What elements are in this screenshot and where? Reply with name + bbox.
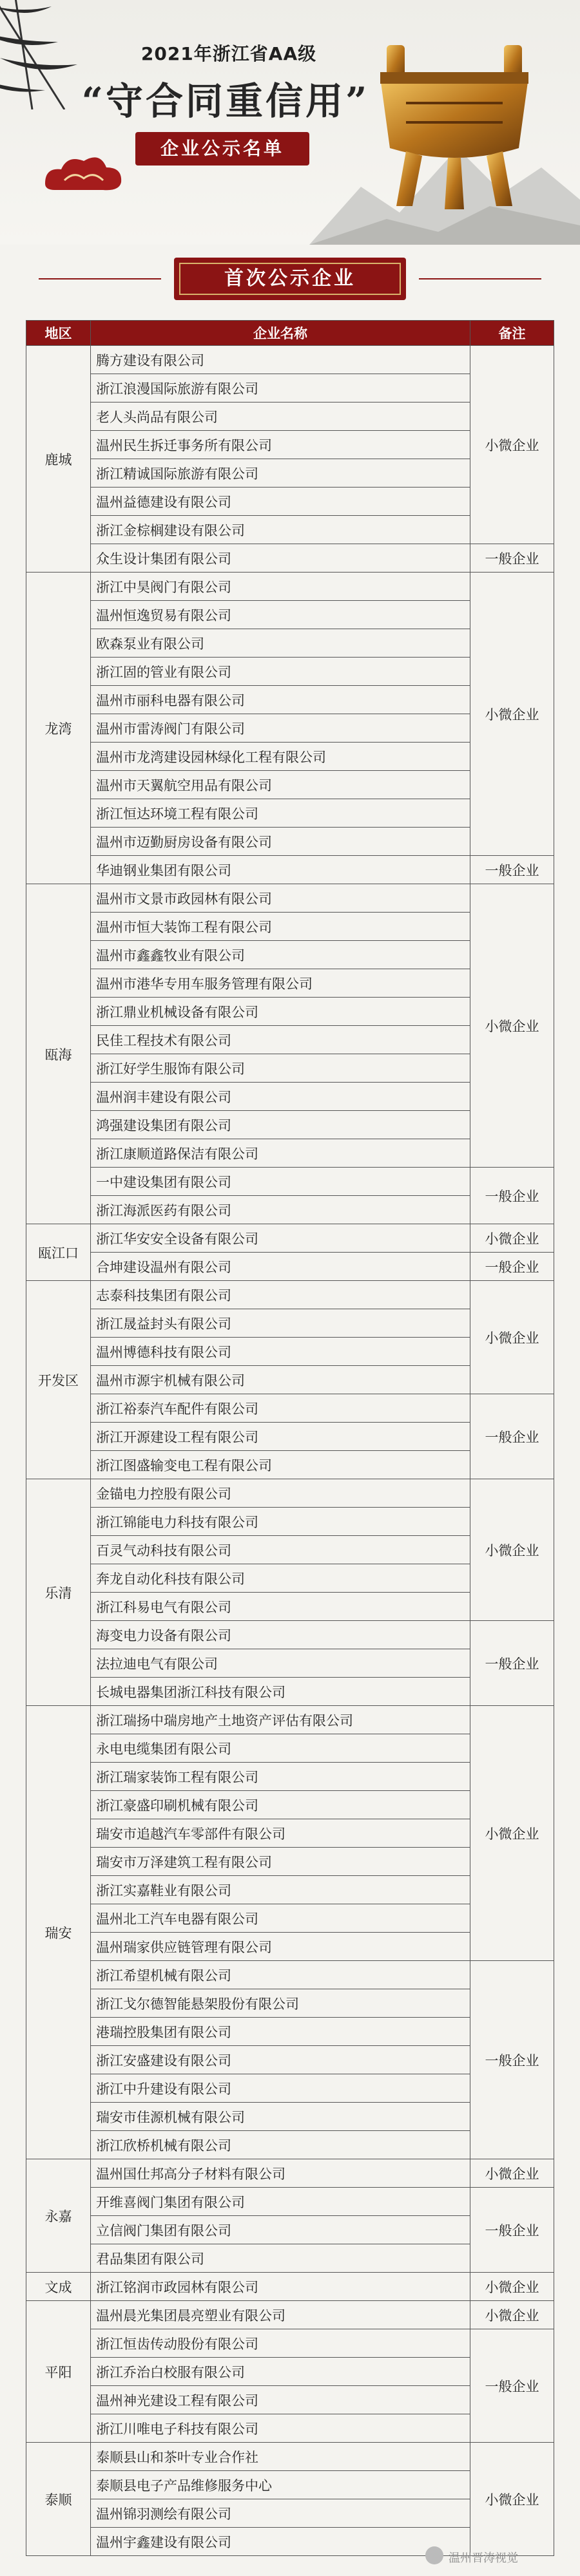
note-cell: 小微企业 <box>470 2443 554 2556</box>
region-cell: 鹿城 <box>26 346 91 573</box>
company-name-cell: 浙江海派医药有限公司 <box>91 1196 470 1224</box>
wechat-channel-icon <box>425 2546 443 2564</box>
auspicious-cloud-icon <box>39 151 129 196</box>
table-row <box>26 2443 554 2471</box>
company-name-cell: 百灵气动科技有限公司 <box>91 1536 470 1564</box>
note-cell: 小微企业 <box>470 1706 554 1961</box>
company-name-cell: 瑞安市佳源机械有限公司 <box>91 2103 470 2131</box>
table-row <box>26 346 554 374</box>
region-cell: 永嘉 <box>26 2159 91 2273</box>
note-cell: 小微企业 <box>470 1479 554 1621</box>
region-cell: 瑞安 <box>26 1706 91 2159</box>
company-name-cell: 浙江欣桥机械有限公司 <box>91 2131 470 2159</box>
company-name-cell: 立信阀门集团有限公司 <box>91 2216 470 2244</box>
company-name-cell: 浙江瑞家装饰工程有限公司 <box>91 1763 470 1791</box>
note-cell: 一般企业 <box>470 856 554 884</box>
company-name-cell: 温州市天翼航空用品有限公司 <box>91 771 470 799</box>
table-header-row <box>26 321 554 346</box>
note-cell: 一般企业 <box>470 1168 554 1224</box>
table-row <box>26 1621 554 1649</box>
company-name-cell: 温州市丽科电器有限公司 <box>91 686 470 714</box>
company-name-cell: 开维喜阀门集团有限公司 <box>91 2188 470 2216</box>
company-name-cell: 温州神光建设工程有限公司 <box>91 2386 470 2414</box>
year-title: 2021年浙江省AA级 <box>140 43 317 64</box>
company-name-cell: 浙江恒齿传动股份有限公司 <box>91 2329 470 2358</box>
main-title: “守合同重信用” <box>81 79 370 123</box>
company-name-cell: 浙江康顺道路保洁有限公司 <box>91 1139 470 1168</box>
company-name-cell: 浙江固的管业有限公司 <box>91 658 470 686</box>
page-header <box>0 0 580 245</box>
company-name-cell: 温州益德建设有限公司 <box>91 488 470 516</box>
header-region: 地区 <box>26 321 91 346</box>
company-name-cell: 鸿强建设集团有限公司 <box>91 1111 470 1139</box>
company-name-cell: 港瑞控股集团有限公司 <box>91 2018 470 2046</box>
section-banner <box>174 258 406 300</box>
company-name-cell: 浙江开源建设工程有限公司 <box>91 1423 470 1451</box>
company-name-cell: 温州国仕邦高分子材料有限公司 <box>91 2159 470 2188</box>
company-name-cell: 温州晨光集团晨亮塑业有限公司 <box>91 2301 470 2329</box>
company-name-cell: 浙江图盛输变电工程有限公司 <box>91 1451 470 1479</box>
company-name-cell: 泰顺县电子产品维修服务中心 <box>91 2471 470 2499</box>
table-row <box>26 2273 554 2301</box>
note-cell: 小微企业 <box>470 346 554 544</box>
company-name-cell: 浙江好学生服饰有限公司 <box>91 1054 470 1083</box>
region-cell: 瓯江口 <box>26 1224 91 1281</box>
region-cell: 龙湾 <box>26 573 91 884</box>
company-name-cell: 瑞安市追越汽车零部件有限公司 <box>91 1819 470 1848</box>
company-name-cell: 浙江金棕榈建设有限公司 <box>91 516 470 544</box>
note-cell: 小微企业 <box>470 573 554 856</box>
company-name-cell: 浙江川唯电子科技有限公司 <box>91 2414 470 2443</box>
watermark-text: 温州晋涛视觉 <box>449 2552 518 2565</box>
company-name-cell: 浙江实嘉鞋业有限公司 <box>91 1876 470 1904</box>
header-company: 企业名称 <box>91 321 470 346</box>
note-cell: 一般企业 <box>470 1394 554 1479</box>
table-row <box>26 573 554 601</box>
company-name-cell: 浙江乔治白校服有限公司 <box>91 2358 470 2386</box>
company-name-cell: 君品集团有限公司 <box>91 2244 470 2273</box>
company-name-cell: 浙江希望机械有限公司 <box>91 1961 470 1989</box>
company-name-cell: 温州市雷涛阀门有限公司 <box>91 714 470 743</box>
company-table <box>26 320 554 2556</box>
company-name-cell: 民佳工程技术有限公司 <box>91 1026 470 1054</box>
company-name-cell: 浙江铭润市政园林有限公司 <box>91 2273 470 2301</box>
note-cell: 一般企业 <box>470 1621 554 1706</box>
note-cell: 一般企业 <box>470 2329 554 2443</box>
note-cell: 小微企业 <box>470 2273 554 2301</box>
note-cell: 小微企业 <box>470 1281 554 1394</box>
company-name-cell: 温州市恒大装饰工程有限公司 <box>91 913 470 941</box>
company-name-cell: 温州市鑫鑫牧业有限公司 <box>91 941 470 969</box>
company-name-cell: 温州润丰建设有限公司 <box>91 1083 470 1111</box>
region-cell: 平阳 <box>26 2301 91 2443</box>
company-name-cell: 温州市迈勤厨房设备有限公司 <box>91 828 470 856</box>
company-name-cell: 众生设计集团有限公司 <box>91 544 470 573</box>
section-divider-right <box>419 278 541 279</box>
company-name-cell: 浙江晟益封头有限公司 <box>91 1309 470 1338</box>
table-row <box>26 1224 554 1253</box>
company-name-cell: 浙江中昊阀门有限公司 <box>91 573 470 601</box>
company-name-cell: 法拉迪电气有限公司 <box>91 1649 470 1678</box>
note-cell: 小微企业 <box>470 884 554 1168</box>
note-cell: 一般企业 <box>470 2188 554 2273</box>
company-name-cell: 浙江戈尔德智能悬架股份有限公司 <box>91 1989 470 2018</box>
company-name-cell: 长城电器集团浙江科技有限公司 <box>91 1678 470 1706</box>
company-name-cell: 金锚电力控股有限公司 <box>91 1479 470 1508</box>
note-cell: 小微企业 <box>470 1224 554 1253</box>
note-cell: 一般企业 <box>470 544 554 573</box>
company-name-cell: 合坤建设温州有限公司 <box>91 1253 470 1281</box>
subtitle-banner: 企业公示名单 <box>135 132 309 166</box>
company-name-cell: 浙江豪盛印刷机械有限公司 <box>91 1791 470 1819</box>
bronze-ding-vessel-icon <box>367 19 541 213</box>
company-name-cell: 志泰科技集团有限公司 <box>91 1281 470 1309</box>
company-name-cell: 浙江中升建设有限公司 <box>91 2074 470 2103</box>
region-cell: 文成 <box>26 2273 91 2301</box>
company-name-cell: 温州恒逸贸易有限公司 <box>91 601 470 629</box>
note-cell: 一般企业 <box>470 1253 554 1281</box>
table-row <box>26 2329 554 2358</box>
company-name-cell: 永电电缆集团有限公司 <box>91 1734 470 1763</box>
table-row <box>26 884 554 913</box>
company-name-cell: 泰顺县山和茶叶专业合作社 <box>91 2443 470 2471</box>
company-name-cell: 浙江鼎业机械设备有限公司 <box>91 998 470 1026</box>
table-row <box>26 2301 554 2329</box>
company-name-cell: 一中建设集团有限公司 <box>91 1168 470 1196</box>
company-name-cell: 浙江锦能电力科技有限公司 <box>91 1508 470 1536</box>
company-name-cell: 欧森泵业有限公司 <box>91 629 470 658</box>
company-name-cell: 奔龙自动化科技有限公司 <box>91 1564 470 1593</box>
company-name-cell: 海变电力设备有限公司 <box>91 1621 470 1649</box>
company-name-cell: 浙江裕泰汽车配件有限公司 <box>91 1394 470 1423</box>
section-title: 首次公示企业 <box>179 263 401 295</box>
table-row <box>26 544 554 573</box>
region-cell: 乐清 <box>26 1479 91 1706</box>
company-name-cell: 腾方建设有限公司 <box>91 346 470 374</box>
company-name-cell: 浙江瑞扬中瑞房地产土地资产评估有限公司 <box>91 1706 470 1734</box>
table-row <box>26 1253 554 1281</box>
table-row <box>26 2159 554 2188</box>
table-row <box>26 856 554 884</box>
company-name-cell: 温州博德科技有限公司 <box>91 1338 470 1366</box>
region-cell: 开发区 <box>26 1281 91 1479</box>
table-row <box>26 1706 554 1734</box>
company-name-cell: 温州市文景市政园林有限公司 <box>91 884 470 913</box>
header-note: 备注 <box>470 321 554 346</box>
company-name-cell: 温州市龙湾建设园林绿化工程有限公司 <box>91 743 470 771</box>
table-row <box>26 2188 554 2216</box>
company-name-cell: 浙江科易电气有限公司 <box>91 1593 470 1621</box>
company-name-cell: 温州北工汽车电器有限公司 <box>91 1904 470 1933</box>
region-cell: 瓯海 <box>26 884 91 1224</box>
table-row <box>26 1394 554 1423</box>
watermark <box>425 2544 574 2570</box>
company-name-cell: 温州宇鑫建设有限公司 <box>91 2528 470 2556</box>
table-row <box>26 1281 554 1309</box>
table-row <box>26 1479 554 1508</box>
section-divider-left <box>39 278 161 279</box>
table-body <box>26 346 554 2556</box>
company-name-cell: 浙江华安安全设备有限公司 <box>91 1224 470 1253</box>
table-row <box>26 1168 554 1196</box>
region-cell: 泰顺 <box>26 2443 91 2556</box>
company-name-cell: 温州市源宇机械有限公司 <box>91 1366 470 1394</box>
company-name-cell: 华迪钢业集团有限公司 <box>91 856 470 884</box>
company-name-cell: 温州锦羽测绘有限公司 <box>91 2499 470 2528</box>
company-name-cell: 浙江浪漫国际旅游有限公司 <box>91 374 470 402</box>
company-name-cell: 温州市港华专用车服务管理有限公司 <box>91 969 470 998</box>
company-name-cell: 老人头尚品有限公司 <box>91 402 470 431</box>
company-name-cell: 温州瑞家供应链管理有限公司 <box>91 1933 470 1961</box>
company-name-cell: 温州民生拆迁事务所有限公司 <box>91 431 470 459</box>
note-cell: 小微企业 <box>470 2159 554 2188</box>
company-name-cell: 浙江恒达环境工程有限公司 <box>91 799 470 828</box>
company-name-cell: 浙江安盛建设有限公司 <box>91 2046 470 2074</box>
company-name-cell: 浙江精诚国际旅游有限公司 <box>91 459 470 488</box>
company-name-cell: 瑞安市万泽建筑工程有限公司 <box>91 1848 470 1876</box>
note-cell: 一般企业 <box>470 1961 554 2159</box>
table-row <box>26 1961 554 1989</box>
note-cell: 小微企业 <box>470 2301 554 2329</box>
